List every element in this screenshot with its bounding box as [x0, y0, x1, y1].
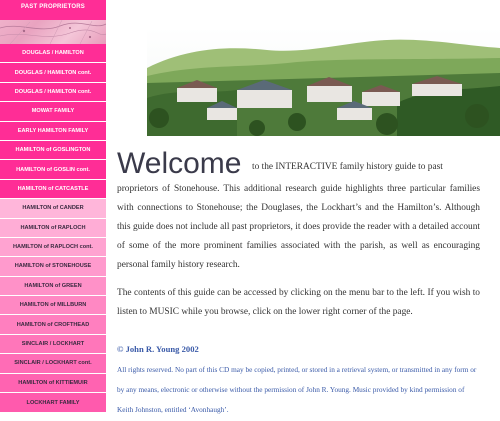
- sidebar-header-label: PAST PROPRIETORS: [21, 4, 85, 10]
- sidebar-item-label: HAMILTON of RAPLOCH: [20, 224, 86, 231]
- sidebar-item-hamilton-of-green-12[interactable]: [0, 277, 106, 296]
- sidebar-item-label: SINCLAIR / LOCKHART: [21, 341, 85, 348]
- sidebar-item-hamilton-of-millburn-13[interactable]: [0, 296, 106, 315]
- sidebar-item-label: SINCLAIR / LOCKHART cont.: [14, 360, 92, 367]
- stonehouse-panorama-photo: [147, 28, 500, 136]
- intro-paragraph: proprietors of Stonehouse. This additional research guide highlights three particular families with connections to Stonehouse; the Douglases, the Lockhart’s and the Hamilton’s. Although this guide does not include all past proprietors, it does provide the reader with a detailed account of some of the more prominent families associated with the parish, as well as encouraging personal family history research.: [117, 184, 480, 270]
- sidebar-item-label: HAMILTON of GREEN: [24, 282, 82, 289]
- sidebar-item-early-hamilton-family-4[interactable]: [0, 122, 106, 141]
- navigation-paragraph: The contents of this guide can be accessed by clicking on the menu bar to the left. If you wish to listen to MUSIC while you browse, click on the lower right corner of the page.: [117, 288, 480, 317]
- sidebar-item-hamilton-of-raploch-cont-10[interactable]: [0, 238, 106, 257]
- sidebar-item-hamilton-of-raploch-9[interactable]: [0, 219, 106, 238]
- sidebar-item-label: HAMILTON of RAPLOCH cont.: [13, 244, 93, 251]
- sidebar-item-label: DOUGLAS / HAMILTON cont.: [14, 69, 92, 76]
- copyright-notice: © John R. Young 2002: [117, 344, 199, 354]
- sidebar-item-sinclair-lockhart-cont-16[interactable]: [0, 354, 106, 373]
- sidebar-item-label: HAMILTON of CROFTHEAD: [16, 321, 90, 328]
- sidebar-item-hamilton-of-goslin-cont-6[interactable]: [0, 160, 106, 179]
- sidebar-item-sinclair-lockhart-15[interactable]: [0, 335, 106, 354]
- sidebar-menu: [0, 44, 106, 412]
- sidebar-item-label: DOUGLAS / HAMILTON: [22, 50, 84, 57]
- sidebar-item-hamilton-of-crofthead-14[interactable]: [0, 315, 106, 334]
- sidebar-item-hamilton-of-stonehouse-11[interactable]: [0, 257, 106, 276]
- sidebar-item-hamilton-of-goslington-5[interactable]: [0, 141, 106, 160]
- sidebar-item-label: HAMILTON of CATCASTLE: [17, 185, 89, 192]
- sidebar-item-label: HAMILTON of GOSLIN cont.: [16, 166, 90, 173]
- welcome-title: Welcome: [117, 147, 242, 180]
- sidebar-item-label: HAMILTON of CANDER: [22, 205, 84, 212]
- sidebar-item-hamilton-of-cander-8[interactable]: [0, 199, 106, 218]
- sidebar-item-label: MOWAT FAMILY: [31, 108, 75, 115]
- sidebar-header: [0, 0, 106, 20]
- main-content: [117, 146, 480, 420]
- sidebar-item-label: HAMILTON of STONEHOUSE: [14, 263, 92, 270]
- sidebar-item-label: HAMILTON of KITTIEMUIR: [18, 379, 88, 386]
- sidebar-item-hamilton-of-kittiemuir-17[interactable]: [0, 374, 106, 393]
- sidebar-item-label: HAMILTON of MILLBURN: [19, 302, 87, 309]
- sidebar-item-hamilton-of-catcastle-7[interactable]: [0, 180, 106, 199]
- sidebar-item-label: EARLY HAMILTON FAMILY: [17, 127, 89, 134]
- sidebar: [0, 0, 106, 421]
- sidebar-item-douglas-hamilton-cont-2[interactable]: [0, 83, 106, 102]
- sidebar-item-label: LOCKHART FAMILY: [26, 399, 80, 406]
- sidebar-item-label: DOUGLAS / HAMILTON cont.: [14, 88, 92, 95]
- welcome-heading-line: [117, 146, 480, 184]
- intro-text-start: to the INTERACTIVE family history guide to past: [252, 162, 443, 172]
- map-header-image: [0, 0, 106, 44]
- sidebar-item-lockhart-family-18[interactable]: [0, 393, 106, 412]
- rights-notice: All rights reserved. No part of this CD may be copied, printed, or stored in a retrieval system, or transmitted in any form or by any means, electronic or otherwise without the permission of John R. Young. Music provided by kind permission of Keith Johnston, entitled ‘Avonhaugh’.: [117, 365, 477, 414]
- sidebar-item-douglas-hamilton-cont-1[interactable]: [0, 63, 106, 82]
- sidebar-item-douglas-hamilton-0[interactable]: [0, 44, 106, 63]
- sidebar-item-mowat-family-3[interactable]: [0, 102, 106, 121]
- sidebar-item-label: HAMILTON of GOSLINGTON: [15, 147, 91, 154]
